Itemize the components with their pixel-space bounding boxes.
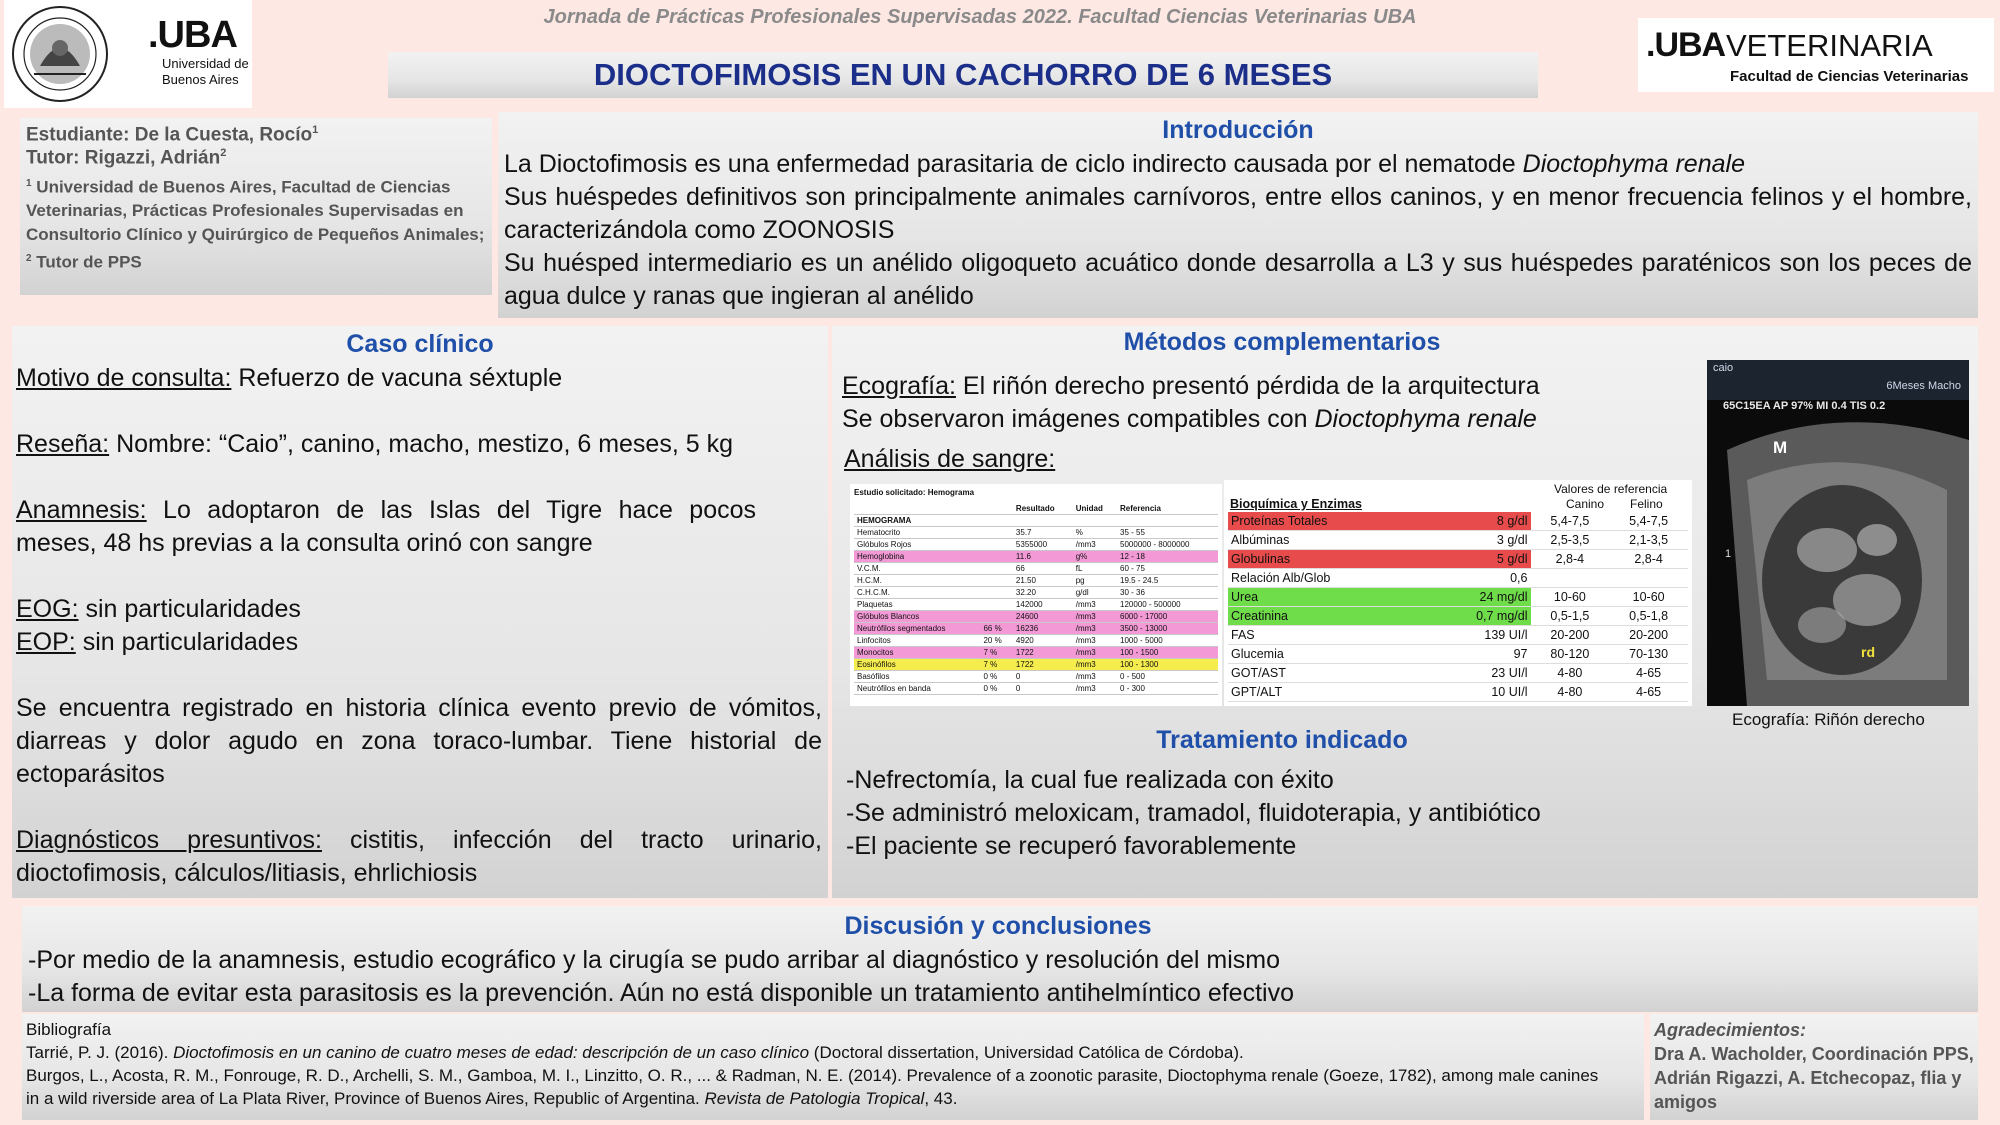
- biblio-title: Bibliografía: [26, 1020, 112, 1039]
- vet-logo-sub: Facultad de Ciencias Veterinarias: [1730, 68, 1969, 85]
- hemogram-cell: /mm3: [1073, 635, 1117, 647]
- hemogram-cell: 0 %: [980, 683, 1012, 695]
- biochem-row: [1228, 531, 1688, 550]
- vet-logo-box: [1638, 18, 1994, 92]
- hemogram-cell: 100 - 1300: [1117, 659, 1218, 671]
- biochem-cell: 0,6: [1410, 569, 1530, 588]
- biochem-row: [1228, 645, 1688, 664]
- tutor-line: Tutor: Rigazzi, Adrián$^2$: [26, 147, 227, 169]
- hemogram-cell: [980, 539, 1012, 551]
- hemogram-cell: 35 - 55: [1117, 527, 1218, 539]
- hemogram-cell: [980, 587, 1012, 599]
- hemogram-row: [854, 659, 1218, 671]
- hemogram-cell: /mm3: [1073, 683, 1117, 695]
- hemogram-cell: 60 - 75: [1117, 563, 1218, 575]
- uba-logo-box: [4, 0, 252, 108]
- hemogram-cell: Linfocitos: [854, 635, 980, 647]
- methods-eco: Ecografía: El riñón derecho presentó pérdida de la arquitectura: [842, 372, 1540, 400]
- hemogram-cell: 0 %: [980, 671, 1012, 683]
- hemogram-cell: 1722: [1013, 659, 1073, 671]
- biochem-cell: 5,4-7,5: [1609, 512, 1688, 531]
- intro-title: Introducción: [1162, 116, 1314, 144]
- discussion-panel: [22, 906, 1978, 1012]
- hemogram-cell: 0 - 500: [1117, 671, 1218, 683]
- hemogram-row: [854, 671, 1218, 683]
- us-top-right: 6Meses Macho: [1886, 380, 1961, 392]
- biochem-row: [1228, 569, 1688, 588]
- hemogram-study: Estudio solicitado: Hemograma: [854, 488, 975, 497]
- hemogram-row: [854, 647, 1218, 659]
- hemogram-cell: Monocitos: [854, 647, 980, 659]
- hemogram-cell: 7 %: [980, 647, 1012, 659]
- biochem-row: [1228, 664, 1688, 683]
- us-top-left: caio: [1713, 362, 1734, 374]
- hemogram-cell: 24600: [1013, 611, 1073, 623]
- biochem-col-canino: Canino: [1566, 497, 1605, 511]
- case-panel: [12, 326, 828, 898]
- case-motivo: Motivo de consulta: Refuerzo de vacuna séxtuple: [16, 364, 563, 392]
- biochem-cell: 5,4-7,5: [1531, 512, 1610, 531]
- hemogram-row: [854, 575, 1218, 587]
- biochem-cell: GPT/ALT: [1228, 683, 1410, 702]
- hemogram-cell: 35.7: [1013, 527, 1073, 539]
- hemogram-cell: g%: [1073, 551, 1117, 563]
- hemogram-header-cell: [980, 503, 1012, 515]
- biochem-col-felino: Felino: [1630, 497, 1663, 511]
- hemogram-row: [854, 563, 1218, 575]
- hemogram-cell: 11.6: [1013, 551, 1073, 563]
- hemogram-cell: /mm3: [1073, 623, 1117, 635]
- hemogram-row: [854, 587, 1218, 599]
- uba-logo-sub1: Universidad de: [162, 56, 249, 71]
- biochem-row: [1228, 588, 1688, 607]
- hemogram-cell: 142000: [1013, 599, 1073, 611]
- biochem-cell: 2,5-3,5: [1531, 531, 1610, 550]
- hemogram-cell: [980, 575, 1012, 587]
- biblio-panel: [22, 1014, 1644, 1120]
- hemogram-cell: Glóbulos Rojos: [854, 539, 980, 551]
- hemogram-cell: 21.50: [1013, 575, 1073, 587]
- hemogram-cell: 100 - 1500: [1117, 647, 1218, 659]
- hemogram-cell: H.C.M.: [854, 575, 980, 587]
- biochem-cell: GOT/AST: [1228, 664, 1410, 683]
- hemogram-row: [854, 527, 1218, 539]
- biochem-cell: Glucemia: [1228, 645, 1410, 664]
- biochem-cell: 20-200: [1531, 626, 1610, 645]
- biochem-box: [1224, 480, 1692, 706]
- case-resena: Reseña: Nombre: “Caio”, canino, macho, mestizo, 6 meses, 5 kg: [16, 430, 733, 458]
- biochem-cell: Globulinas: [1228, 550, 1410, 569]
- hemogram-row: [854, 635, 1218, 647]
- hemogram-row: [854, 611, 1218, 623]
- hemogram-cell: Eosinófilos: [854, 659, 980, 671]
- hemogram-cell: 19.5 - 24.5: [1117, 575, 1218, 587]
- biochem-cell: 80-120: [1531, 645, 1610, 664]
- hemogram-cell: 1722: [1013, 647, 1073, 659]
- biochem-cell: 0,7 mg/dl: [1410, 607, 1530, 626]
- hemogram-cell: Basófilos: [854, 671, 980, 683]
- hemogram-cell: 3500 - 13000: [1117, 623, 1218, 635]
- hemogram-cell: Glóbulos Blancos: [854, 611, 980, 623]
- hemogram-cell: 0 - 300: [1117, 683, 1218, 695]
- hemogram-cell: 12 - 18: [1117, 551, 1218, 563]
- biochem-cell: [1609, 569, 1688, 588]
- hemogram-row: [854, 551, 1218, 563]
- biochem-cell: 4-80: [1531, 664, 1610, 683]
- discussion-item-1: -Por medio de la anamnesis, estudio ecográfico y la cirugía se pudo arribar al diagnóstico y resolución del mismo: [28, 946, 1281, 974]
- biochem-cell: [1531, 569, 1610, 588]
- treatment-title: Tratamiento indicado: [1156, 726, 1408, 754]
- biochem-cell: 3 g/dl: [1410, 531, 1530, 550]
- hemogram-box: [850, 484, 1222, 706]
- treatment-item-3: -El paciente se recuperó favorablemente: [846, 832, 1297, 860]
- biochem-cell: 10-60: [1609, 588, 1688, 607]
- case-history: Se encuentra registrado en historia clínica evento previo de vómitos, diarreas y dolor agudo en zona toraco-lumbar. Tiene historial de ectoparásitos: [16, 694, 822, 788]
- hemogram-cell: 66 %: [980, 623, 1012, 635]
- us-rd-label: rd: [1861, 644, 1875, 660]
- methods-panel: [832, 326, 1978, 898]
- thanks-title: Agradecimientos:: [1654, 1020, 1807, 1040]
- us-num: 1: [1725, 548, 1732, 560]
- us-marker: M: [1773, 438, 1788, 457]
- title-bar: [388, 52, 1538, 98]
- hemogram-header-cell: [854, 503, 980, 515]
- hemogram-cell: [980, 551, 1012, 563]
- thanks-panel: [1650, 1014, 1978, 1120]
- biochem-cell: Proteínas Totales: [1228, 512, 1410, 531]
- biochem-cell: 23 UI/l: [1410, 664, 1530, 683]
- page-title: DIOCTOFIMOSIS EN UN CACHORRO DE 6 MESES: [593, 57, 1333, 92]
- hemogram-header-cell: Resultado: [1013, 503, 1073, 515]
- hemogram-cell: 66: [1013, 563, 1073, 575]
- biochem-cell: 0,5-1,8: [1609, 607, 1688, 626]
- biochem-cell: FAS: [1228, 626, 1410, 645]
- vet-logo-b: VETERINARIA: [1726, 28, 1933, 63]
- hemogram-cell: 4920: [1013, 635, 1073, 647]
- biochem-cell: 97: [1410, 645, 1530, 664]
- hemogram-cell: [980, 527, 1012, 539]
- biochem-cell: 139 UI/l: [1410, 626, 1530, 645]
- biochem-cell: 10 UI/l: [1410, 683, 1530, 702]
- biochem-cell: 2,1-3,5: [1609, 531, 1688, 550]
- us-params: 65C15EA AP 97% MI 0.4 TIS 0.2: [1723, 400, 1886, 412]
- hemogram-cell: Neutrófilos en banda: [854, 683, 980, 695]
- hemogram-cell: [980, 599, 1012, 611]
- biochem-cell: Creatinina: [1228, 607, 1410, 626]
- biochem-ref-title: Valores de referencia: [1554, 482, 1668, 496]
- uba-logo-sub2: Buenos Aires: [162, 72, 239, 87]
- biochem-row: [1228, 607, 1688, 626]
- biochem-cell: 0,5-1,5: [1531, 607, 1610, 626]
- hemogram-row: [854, 599, 1218, 611]
- hemogram-row: [854, 623, 1218, 635]
- vet-logo-a: .UBA: [1646, 26, 1726, 64]
- thanks-text: Dra A. Wacholder, Coordinación PPS, Adrián Rigazzi, A. Etchecopaz, flia y amigos: [1654, 1044, 1974, 1112]
- biochem-cell: Albúminas: [1228, 531, 1410, 550]
- biochem-table: [1228, 512, 1688, 702]
- hemogram-cell: V.C.M.: [854, 563, 980, 575]
- hemogram-cell: fL: [1073, 563, 1117, 575]
- hemogram-cell: C.H.C.M.: [854, 587, 980, 599]
- hemogram-cell: 120000 - 500000: [1117, 599, 1218, 611]
- uba-logo-text: .UBA: [148, 14, 237, 56]
- student-line: Estudiante: De la Cuesta, Rocío$^1$: [26, 124, 319, 146]
- biochem-cell: Relación Alb/Glob: [1228, 569, 1410, 588]
- case-anamnesis: Anamnesis: Lo adoptaron de las Islas del Tigre hace pocos meses, 48 hs previas a la consulta orinó con sangre: [16, 496, 756, 557]
- biochem-title: Bioquímica y Enzimas: [1230, 497, 1362, 511]
- hemogram-cell: /mm3: [1073, 659, 1117, 671]
- case-title: Caso clínico: [346, 330, 494, 358]
- biochem-row: [1228, 512, 1688, 531]
- treatment-item-1: -Nefrectomía, la cual fue realizada con éxito: [846, 766, 1334, 794]
- biochem-cell: Urea: [1228, 588, 1410, 607]
- biblio-ref-2: Burgos, L., Acosta, R. M., Fonrouge, R. D., Archelli, S. M., Gamboa, M. I., Linzitto, O. R., ... & Radman, N. E. (2014). Prevalence of a zoonotic parasite, Dioctophyma renale (Goeze, 1782), among male canines in a wild riverside area of La Plata River, Province of Buenos Aires, Republic of Argentina. Revista de Patologia Tropical, 43.: [26, 1066, 1599, 1108]
- methods-eco2: Se observaron imágenes compatibles con Dioctophyma renale: [842, 405, 1537, 433]
- biochem-cell: 4-80: [1531, 683, 1610, 702]
- biochem-cell: 20-200: [1609, 626, 1688, 645]
- case-eop: EOP: sin particularidades: [16, 628, 299, 656]
- hemogram-cell: 0: [1013, 671, 1073, 683]
- biochem-cell: 5 g/dl: [1410, 550, 1530, 569]
- biochem-row: [1228, 550, 1688, 569]
- biblio-ref-1: Tarrié, P. J. (2016). Dioctofimosis en un canino de cuatro meses de edad: descripción de un caso clínico (Doctoral dissertation, Universidad Católica de Córdoba).: [26, 1043, 1244, 1062]
- hemogram-cell: /mm3: [1073, 611, 1117, 623]
- biochem-cell: 2,8-4: [1531, 550, 1610, 569]
- hemogram-cell: 32.20: [1013, 587, 1073, 599]
- hemogram-cell: g/dl: [1073, 587, 1117, 599]
- hemogram-cell: Hematocrito: [854, 527, 980, 539]
- biochem-cell: 8 g/dl: [1410, 512, 1530, 531]
- hemogram-cell: 7 %: [980, 659, 1012, 671]
- methods-title: Métodos complementarios: [1123, 328, 1441, 356]
- hemogram-cell: /mm3: [1073, 671, 1117, 683]
- hemogram-cell: /mm3: [1073, 647, 1117, 659]
- biochem-cell: 10-60: [1531, 588, 1610, 607]
- hemogram-cell: Neutrófilos segmentados: [854, 623, 980, 635]
- hemogram-cell: /mm3: [1073, 539, 1117, 551]
- affiliation-2: $^2$ Tutor de PPS: [26, 252, 142, 272]
- hemogram-row: [854, 683, 1218, 695]
- biochem-cell: 70-130: [1609, 645, 1688, 664]
- intro-p2: Sus huéspedes definitivos son principalmente animales carnívoros, entre ellos caninos, y en menor frecuencia felinos y el hombre, caracterizándola como ZOONOSIS: [504, 183, 1972, 244]
- intro-p3: Su huésped intermediario es un anélido oligoqueto acuático donde desarrolla a L3 y sus huéspedes paraténicos son los peces de agua dulce y ranas que ingieran al anélido: [504, 249, 1972, 310]
- biochem-cell: 24 mg/dl: [1410, 588, 1530, 607]
- hemogram-cell: Hemoglobina: [854, 551, 980, 563]
- hemogram-cell: [980, 563, 1012, 575]
- hemogram-cell: 20 %: [980, 635, 1012, 647]
- authors-panel: [20, 118, 492, 295]
- hemogram-cell: 16236: [1013, 623, 1073, 635]
- hemogram-cell: Plaquetas: [854, 599, 980, 611]
- hemogram-cell: 6000 - 17000: [1117, 611, 1218, 623]
- hemogram-cell: %: [1073, 527, 1117, 539]
- hemogram-cell: 30 - 36: [1117, 587, 1218, 599]
- biochem-cell: 4-65: [1609, 683, 1688, 702]
- hemogram-table: [854, 503, 1218, 695]
- hemogram-cell: /mm3: [1073, 599, 1117, 611]
- hemogram-cell: 0: [1013, 683, 1073, 695]
- hemogram-cell: 1000 - 5000: [1117, 635, 1218, 647]
- university-seal-icon: [8, 4, 112, 104]
- intro-p1: La Dioctofimosis es una enfermedad parasitaria de ciclo indirecto causada por el nematode Dioctophyma renale: [504, 150, 1745, 178]
- case-eog: EOG: sin particularidades: [16, 595, 301, 623]
- hemogram-cell: 5000000 - 8000000: [1117, 539, 1218, 551]
- methods-blood: Análisis de sangre:: [844, 445, 1056, 473]
- case-diagnosis: Diagnósticos presuntivos: cistitis, infección del tracto urinario, dioctofimosis, cálculos/litiasis, ehrlichiosis: [16, 826, 822, 887]
- discussion-title: Discusión y conclusiones: [844, 912, 1152, 940]
- biochem-cell: 2,8-4: [1609, 550, 1688, 569]
- biochem-cell: 4-65: [1609, 664, 1688, 683]
- hemogram-cell: pg: [1073, 575, 1117, 587]
- event-line: Jornada de Prácticas Profesionales Supervisadas 2022. Facultad Ciencias Veterinarias UBA: [543, 6, 1417, 28]
- biochem-row: [1228, 626, 1688, 645]
- discussion-item-2: -La forma de evitar esta parasitosis es la prevención. Aún no está disponible un tratamiento antihelmíntico efectivo: [28, 979, 1294, 1007]
- biochem-row: [1228, 683, 1688, 702]
- hemogram-cell: [980, 611, 1012, 623]
- intro-panel: [498, 112, 1978, 318]
- hemogram-cell: 5355000: [1013, 539, 1073, 551]
- hemogram-row: [854, 539, 1218, 551]
- hemogram-header-cell: Unidad: [1073, 503, 1117, 515]
- hemogram-section: HEMOGRAMA: [854, 515, 1218, 527]
- hemogram-header-cell: Referencia: [1117, 503, 1218, 515]
- ultrasound-image: [1707, 360, 1969, 706]
- us-caption: Ecografía: Riñón derecho: [1732, 710, 1925, 729]
- treatment-item-2: -Se administró meloxicam, tramadol, fluidoterapia, y antibiótico: [846, 799, 1541, 827]
- affiliation-1: $^1$ Universidad de Buenos Aires, Facultad de Ciencias Veterinarias, Prácticas Profesionales Supervisadas en Consultorio Clínico y Quirúrgico de Pequeños Animales;: [26, 177, 485, 245]
